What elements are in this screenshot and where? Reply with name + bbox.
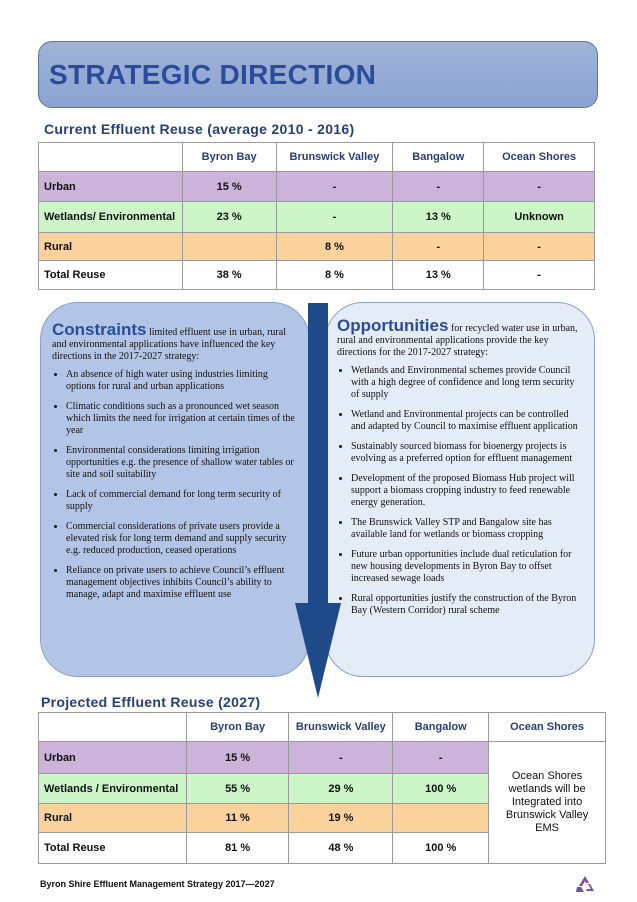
list-item: • Future urban opportunities include dual reticulation for new housing developments in Byron Bay to offset increased sewage loads xyxy=(351,549,583,585)
table-cell xyxy=(393,804,489,833)
table-cell: Unknown xyxy=(484,202,595,233)
header-cell: Byron Bay xyxy=(186,713,289,742)
page-title: STRATEGIC DIRECTION xyxy=(49,59,377,90)
row-label: Rural xyxy=(39,804,187,833)
current-section-title: Current Effluent Reuse (average 2010 - 2016) xyxy=(44,121,355,137)
list-item: • An absence of high water using industries limiting options for rural and urban applications xyxy=(66,369,296,393)
header-cell: Bangalow xyxy=(393,143,484,172)
table-cell: 38 % xyxy=(182,261,276,290)
header-cell: Ocean Shores xyxy=(489,713,606,742)
opportunities-text xyxy=(337,316,583,625)
table-cell: 15 % xyxy=(182,172,276,202)
table-cell: 11 % xyxy=(186,804,289,833)
row-label: Total Reuse xyxy=(39,833,187,864)
table-row xyxy=(39,202,595,233)
list-item: • Wetland and Environmental projects can be controlled and adapted by Council to maximise effluent application xyxy=(351,409,583,433)
table-cell: 100 % xyxy=(393,774,489,804)
list-item: • Climatic conditions such as a pronounced wet season which limits the need for irrigation at certain times of the year xyxy=(66,401,296,437)
row-label: Total Reuse xyxy=(39,261,183,290)
list-item: • Environmental considerations limiting irrigation opportunities e.g. the presence of shallow water tables or site and soil suitability xyxy=(66,445,296,481)
table-cell: 23 % xyxy=(182,202,276,233)
table-cell: 48 % xyxy=(289,833,393,864)
table-cell: 55 % xyxy=(186,774,289,804)
table-header-row xyxy=(39,143,595,172)
constraints-text xyxy=(52,320,296,609)
header-cell: Brunswick Valley xyxy=(289,713,393,742)
constraints-intro: limited effluent use in urban, rural and environmental applications have influenced the key directions in the 2017-2027 strategy: xyxy=(52,327,286,362)
table-row xyxy=(39,172,595,202)
header-cell xyxy=(39,713,187,742)
header-cell: Byron Bay xyxy=(182,143,276,172)
title-banner xyxy=(38,41,598,108)
table-cell: - xyxy=(276,202,393,233)
table-cell: 15 % xyxy=(186,742,289,774)
table-cell: - xyxy=(393,742,489,774)
table-cell: 19 % xyxy=(289,804,393,833)
row-label: Urban xyxy=(39,172,183,202)
row-label: Urban xyxy=(39,742,187,774)
header-cell: Bangalow xyxy=(393,713,489,742)
table-cell: 13 % xyxy=(393,261,484,290)
projected-reuse-table xyxy=(38,712,606,864)
list-item: • Wetlands and Environmental schemes provide Council with a high degree of confidence and long term security of supply xyxy=(351,365,583,401)
table-cell xyxy=(182,233,276,261)
table-cell: - xyxy=(484,172,595,202)
list-item: • Commercial considerations of private users provide a elevated risk for long term demand and supply security e.g. reduced production, ceased operations xyxy=(66,521,296,557)
list-item: • Development of the proposed Biomass Hub project will support a biomass cropping industry to feed renewable energy generation. xyxy=(351,473,583,509)
opportunities-heading: Opportunities xyxy=(337,316,449,335)
ocean-shores-note: Ocean Shores wetlands will be Integrated into Brunswick Valley EMS xyxy=(489,742,606,864)
row-label: Wetlands / Environmental xyxy=(39,774,187,804)
list-item: • Lack of commercial demand for long term security of supply xyxy=(66,489,296,513)
header-cell: Brunswick Valley xyxy=(276,143,393,172)
row-label: Wetlands/ Environmental xyxy=(39,202,183,233)
header-cell xyxy=(39,143,183,172)
row-label: Rural xyxy=(39,233,183,261)
recycle-icon xyxy=(575,875,595,893)
list-item: • Reliance on private users to achieve Council’s effluent management objectives inhibits Council’s ability to manage, adapt and maximise effluent use xyxy=(66,565,296,601)
header-cell: Ocean Shores xyxy=(484,143,595,172)
table-cell: - xyxy=(393,233,484,261)
table-cell: 13 % xyxy=(393,202,484,233)
table-row xyxy=(39,261,595,290)
constraints-list xyxy=(52,369,296,601)
list-item: • The Brunswick Valley STP and Bangalow site has available land for wetlands or biomass cropping xyxy=(351,517,583,541)
projected-section-title: Projected Effluent Reuse (2027) xyxy=(41,694,261,710)
table-cell: 29 % xyxy=(289,774,393,804)
footer-text: Byron Shire Effluent Management Strategy 2017—2027 xyxy=(40,879,275,889)
constraints-heading: Constraints xyxy=(52,320,147,339)
table-row xyxy=(39,233,595,261)
down-arrow-icon xyxy=(295,303,341,698)
list-item: • Rural opportunities justify the construction of the Byron Bay (Western Corridor) rural scheme xyxy=(351,593,583,617)
table-cell: - xyxy=(289,742,393,774)
table-cell: 8 % xyxy=(276,261,393,290)
table-cell: 100 % xyxy=(393,833,489,864)
table-cell: - xyxy=(393,172,484,202)
opportunities-list xyxy=(337,365,583,617)
table-cell: 8 % xyxy=(276,233,393,261)
table-header-row xyxy=(39,713,606,742)
list-item: • Sustainably sourced biomass for bioenergy projects is evolving as a preferred option for effluent management xyxy=(351,441,583,465)
table-cell: 81 % xyxy=(186,833,289,864)
current-reuse-table xyxy=(38,142,595,290)
opportunities-intro: for recycled water use in urban, rural and environmental applications provide the key directions for the 2017-2027 strategy: xyxy=(337,323,578,358)
table-cell: - xyxy=(276,172,393,202)
table-cell: - xyxy=(484,261,595,290)
table-cell: - xyxy=(484,233,595,261)
table-row xyxy=(39,742,606,774)
